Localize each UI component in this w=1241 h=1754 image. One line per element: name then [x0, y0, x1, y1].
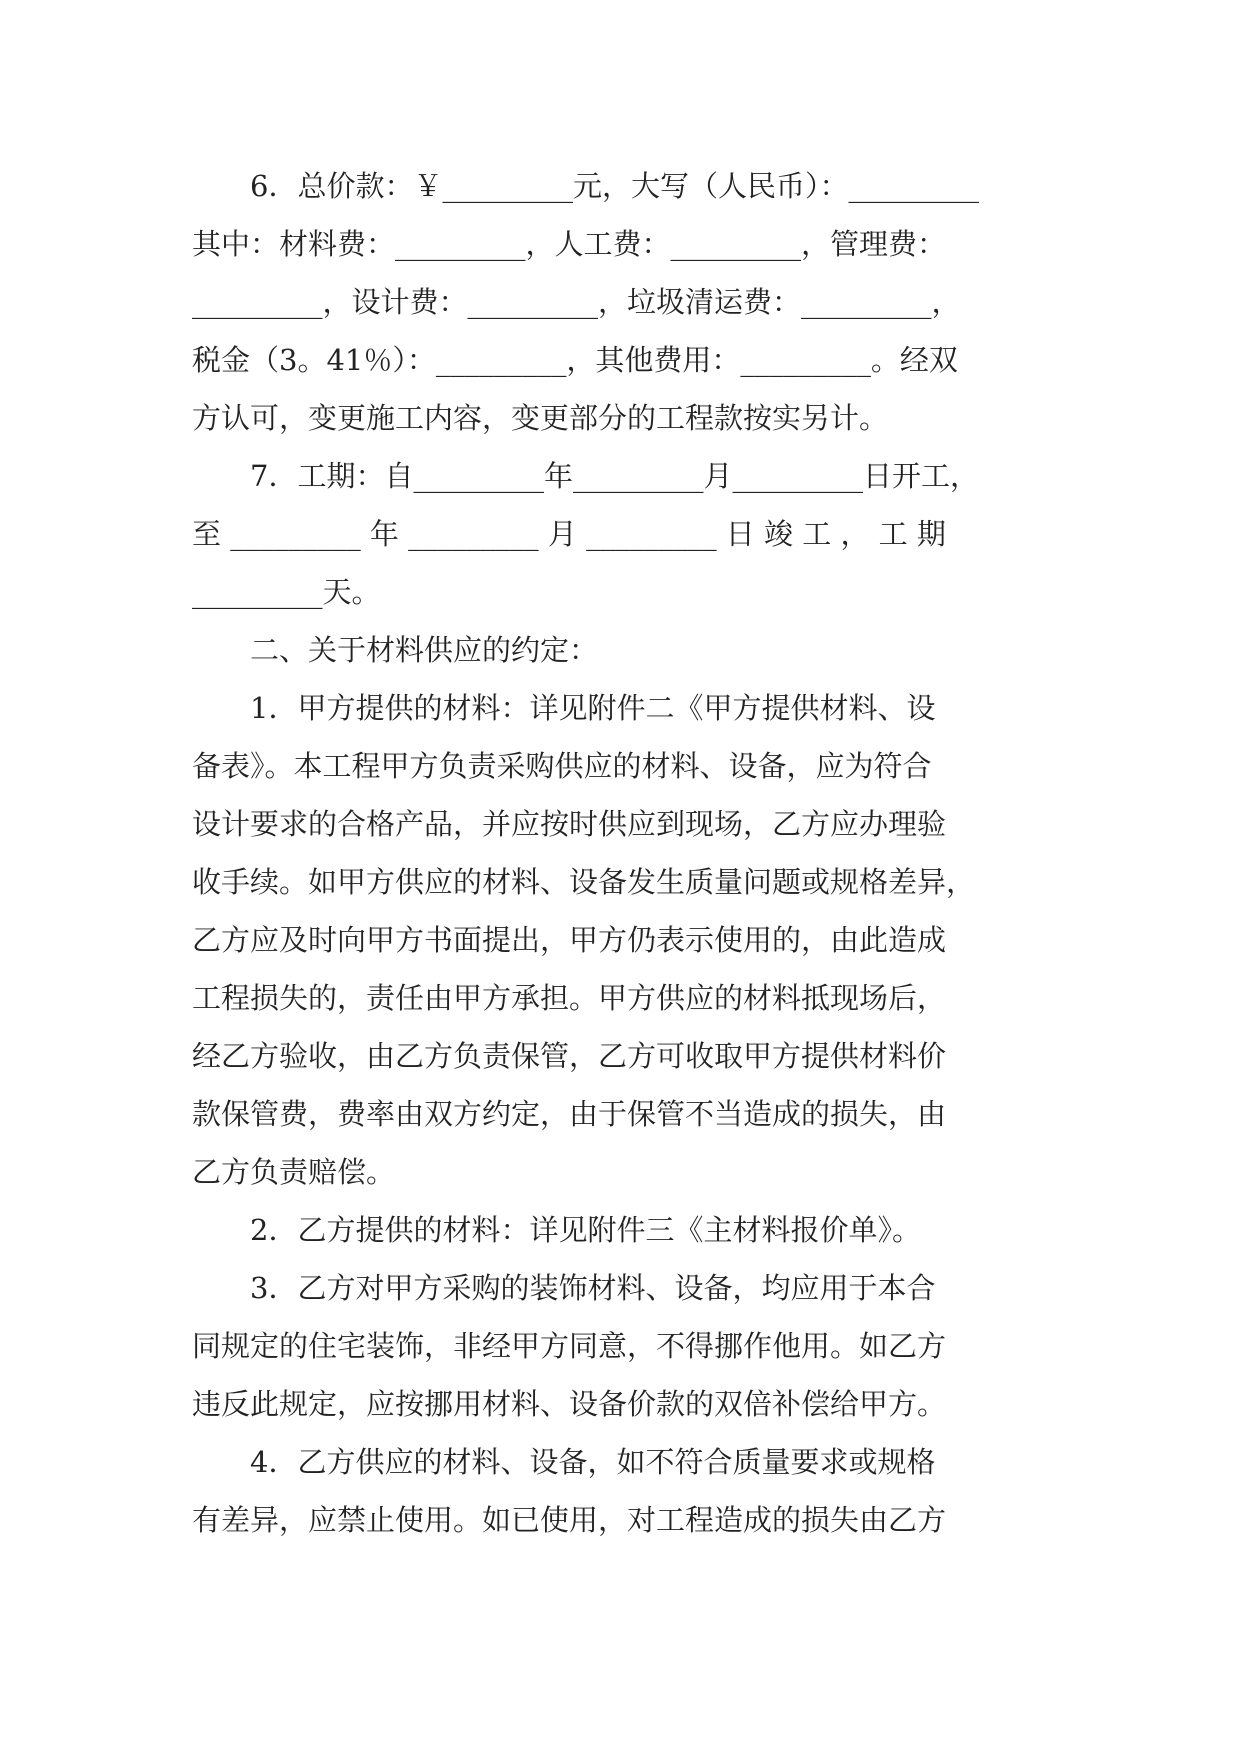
text-line-item-1: 1．甲方提供的材料：详见附件二《甲方提供材料、设	[250, 691, 936, 725]
text-line-item-1-cont: 乙方负责赔偿。	[192, 1155, 396, 1189]
text-line-item-1-cont: 乙方应及时向甲方书面提出，甲方仍表示使用的，由此造成	[192, 923, 947, 957]
text-line-item-1-cont: 款保管费，费率由双方约定，由于保管不当造成的损失，由	[192, 1097, 947, 1131]
text-line-item-4: 4．乙方供应的材料、设备，如不符合质量要求或规格	[250, 1445, 936, 1479]
text-line-item-2: 2．乙方提供的材料：详见附件三《主材料报价单》。	[250, 1213, 921, 1247]
text-line-fees-2: _________，设计费：_________，垃圾清运费：_________，	[192, 285, 961, 319]
text-line-fees-1: 其中：材料费：_________，人工费：_________，管理费：	[192, 227, 947, 261]
text-line-change-terms: 方认可，变更施工内容，变更部分的工程款按实另计。	[192, 401, 889, 435]
text-line-period-start: 7．工期：自_________年_________月_________日开工，	[250, 459, 979, 493]
text-line-item-1-cont: 备表》。本工程甲方负责采购供应的材料、设备，应为符合	[192, 749, 932, 783]
text-line-item-1-cont: 收手续。如甲方供应的材料、设备发生质量问题或规格差异，	[192, 865, 976, 899]
text-line-period-end: 至 _________ 年 _________ 月 _________ 日 竣 工 ， 工 期	[192, 517, 946, 551]
text-line-item-3: 3．乙方对甲方采购的装饰材料、设备，均应用于本合	[250, 1271, 936, 1305]
text-line-item-4-cont: 有差异，应禁止使用。如已使用，对工程造成的损失由乙方	[192, 1503, 947, 1537]
text-line-tax: 税金（3。41％）：_________，其他费用：_________。经双	[192, 343, 958, 377]
text-line-item-3-cont: 违反此规定，应按挪用材料、设备价款的双倍补偿给甲方。	[192, 1387, 947, 1421]
text-line-item-1-cont: 设计要求的合格产品，并应按时供应到现场，乙方应办理验	[192, 807, 947, 841]
text-line-total-price: 6．总价款：￥_________元，大写（人民币）：_________	[250, 169, 979, 203]
text-line-item-1-cont: 工程损失的，责任由甲方承担。甲方供应的材料抵现场后，	[192, 981, 947, 1015]
text-line-item-1-cont: 经乙方验收，由乙方负责保管，乙方可收取甲方提供材料价	[192, 1039, 947, 1073]
text-line-item-3-cont: 同规定的住宅装饰，非经甲方同意，不得挪作他用。如乙方	[192, 1329, 947, 1363]
text-line-period-days: _________天。	[192, 575, 381, 609]
section-heading-materials: 二、关于材料供应的约定：	[250, 633, 599, 667]
